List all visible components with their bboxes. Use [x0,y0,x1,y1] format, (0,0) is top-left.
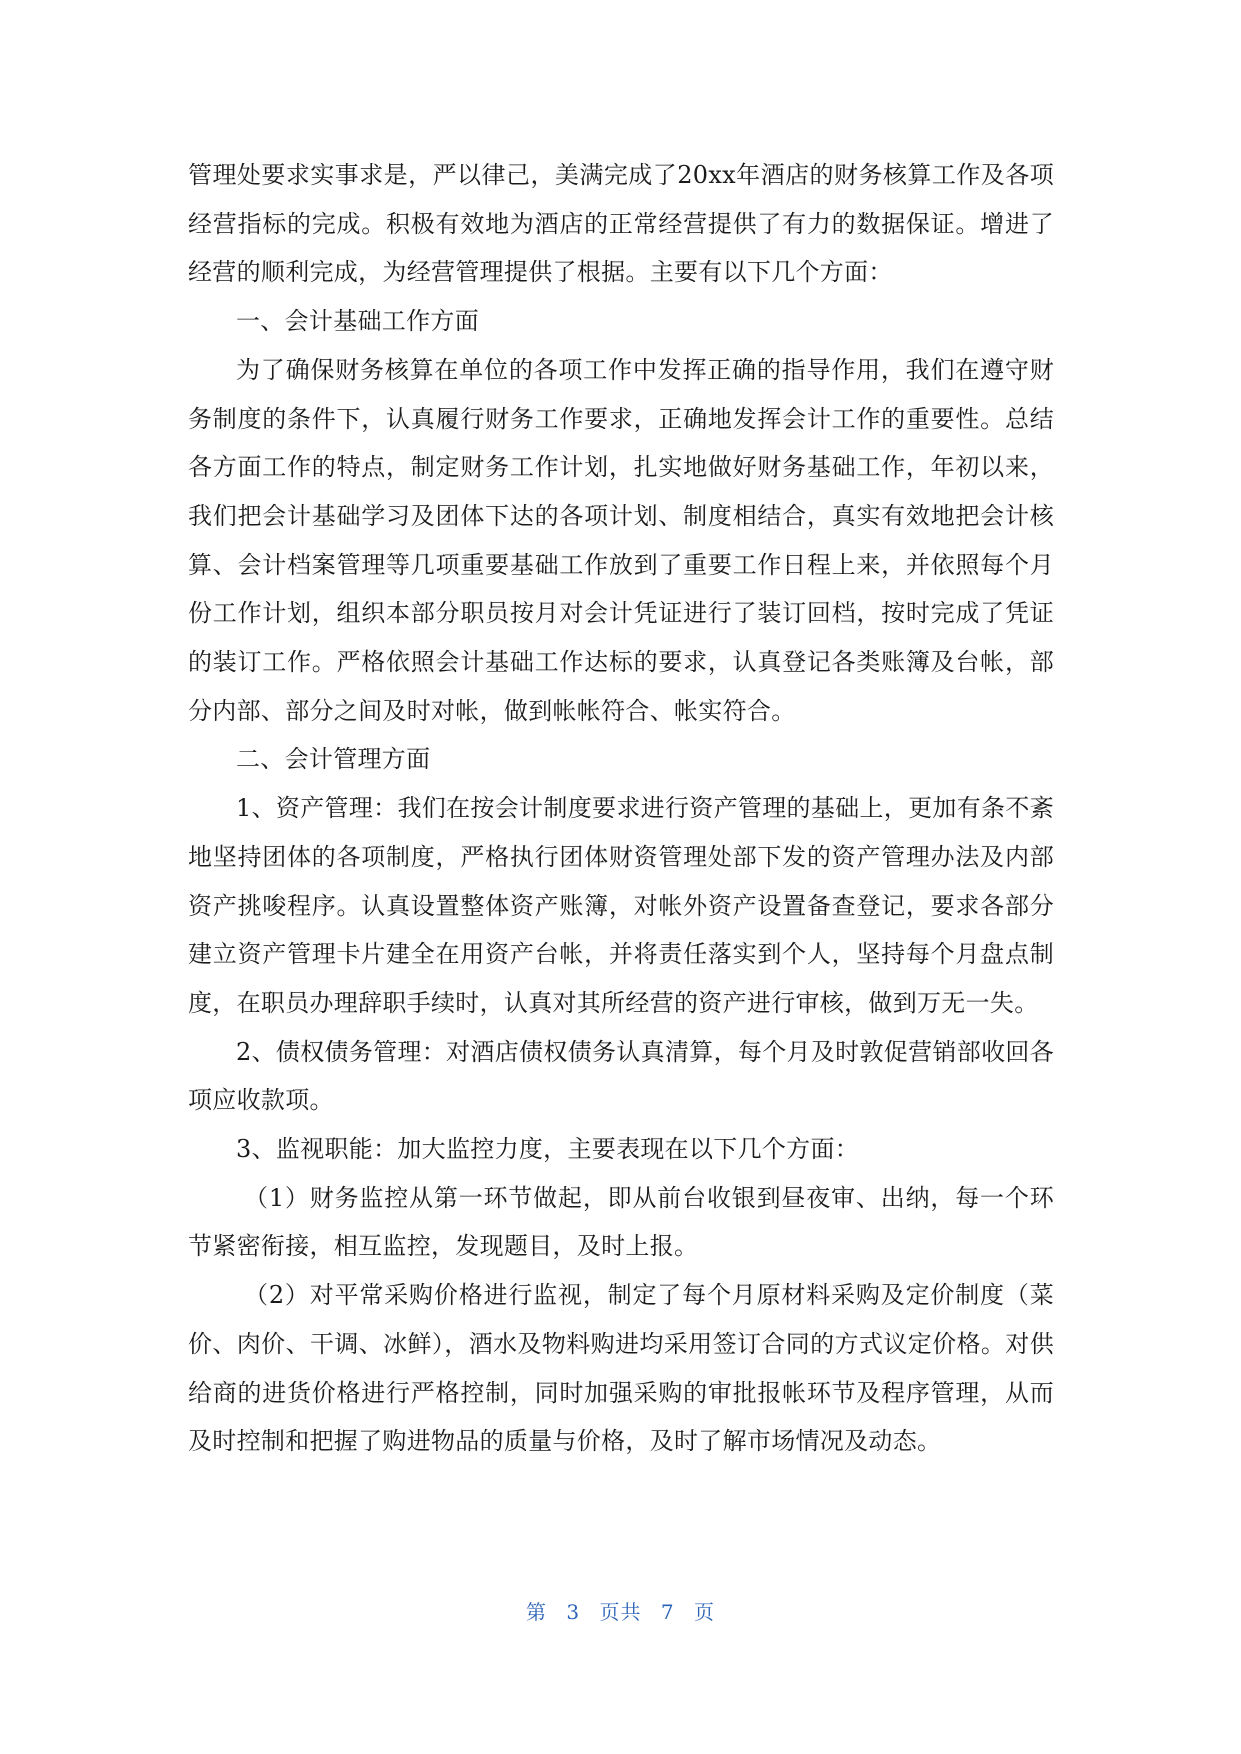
paragraph-debt-management: 2、债权债务管理：对酒店债权债务认真清算，每个月及时敦促营销部收回各项应收款项。 [188,1037,1054,1115]
footer-prefix: 第 [526,1600,548,1624]
document-body [188,151,1054,1466]
footer-suffix: 页 [693,1600,715,1624]
section-heading-accounting-management: 二、会计管理方面 [236,745,431,774]
paragraph-accounting-basics: 为了确保财务核算在单位的各项工作中发挥正确的指导作用，我们在遵守财务制度的条件下，认真履行财务工作要求，正确地发挥会计工作的重要性。总结各方面工作的特点，制定财务工作计划，扎实地做好财务基础工作，年初以来，我们把会计基础学习及团体下达的各项计划、制度相结合，真实有效地把会计核算、会计档案管理等几项重要基础工作放到了重要工作日程上来，并依照每个月份工作计划，组织本部分职员按月对会计凭证进行了装订回档，按时完成了凭证的装订工作。严格依照会计基础工作达标的要求，认真登记各类账簿及台帐，部分内部、部分之间及时对帐，做到帐帐符合、帐实符合。 [188,355,1054,725]
paragraph-supervision: 3、监视职能：加大监控力度，主要表现在以下几个方面： [236,1135,860,1164]
paragraph-supervision-item-1: （1）财务监控从第一环节做起，即从前台收银到昼夜审、出纳，每一个环节紧密衔接，相互监控，发现题目，及时上报。 [188,1183,1054,1261]
section-heading-accounting-basics: 一、会计基础工作方面 [236,307,479,336]
footer-total-pages: 7 [660,1600,675,1624]
footer-middle: 页共 [599,1600,642,1624]
footer-current-page: 3 [566,1600,581,1624]
paragraph-intro: 管理处要求实事求是，严以律己，美满完成了20xx年酒店的财务核算工作及各项经营指标的完成。积极有效地为酒店的正常经营提供了有力的数据保证。增进了经营的顺利完成，为经营管理提供了根据。主要有以下几个方面： [188,161,1054,287]
page-number-footer [0,1596,1241,1625]
paragraph-supervision-item-2: （2）对平常采购价格进行监视，制定了每个月原材料采购及定价制度（菜价、肉价、干调、冰鲜），酒水及物料购进均采用签订合同的方式议定价格。对供给商的进货价格进行严格控制，同时加强采购的审批报帐环节及程序管理，从而及时控制和把握了购进物品的质量与价格，及时了解市场情况及动态。 [188,1281,1054,1456]
paragraph-asset-management: 1、资产管理：我们在按会计制度要求进行资产管理的基础上，更加有条不紊地坚持团体的各项制度，严格执行团体财资管理处部下发的资产管理办法及内部资产挑唆程序。认真设置整体资产账簿，对帐外资产设置备查登记，要求各部分建立资产管理卡片建全在用资产台帐，并将责任落实到个人，坚持每个月盘点制度，在职员办理辞职手续时，认真对其所经营的资产进行审核，做到万无一失。 [188,794,1054,1017]
